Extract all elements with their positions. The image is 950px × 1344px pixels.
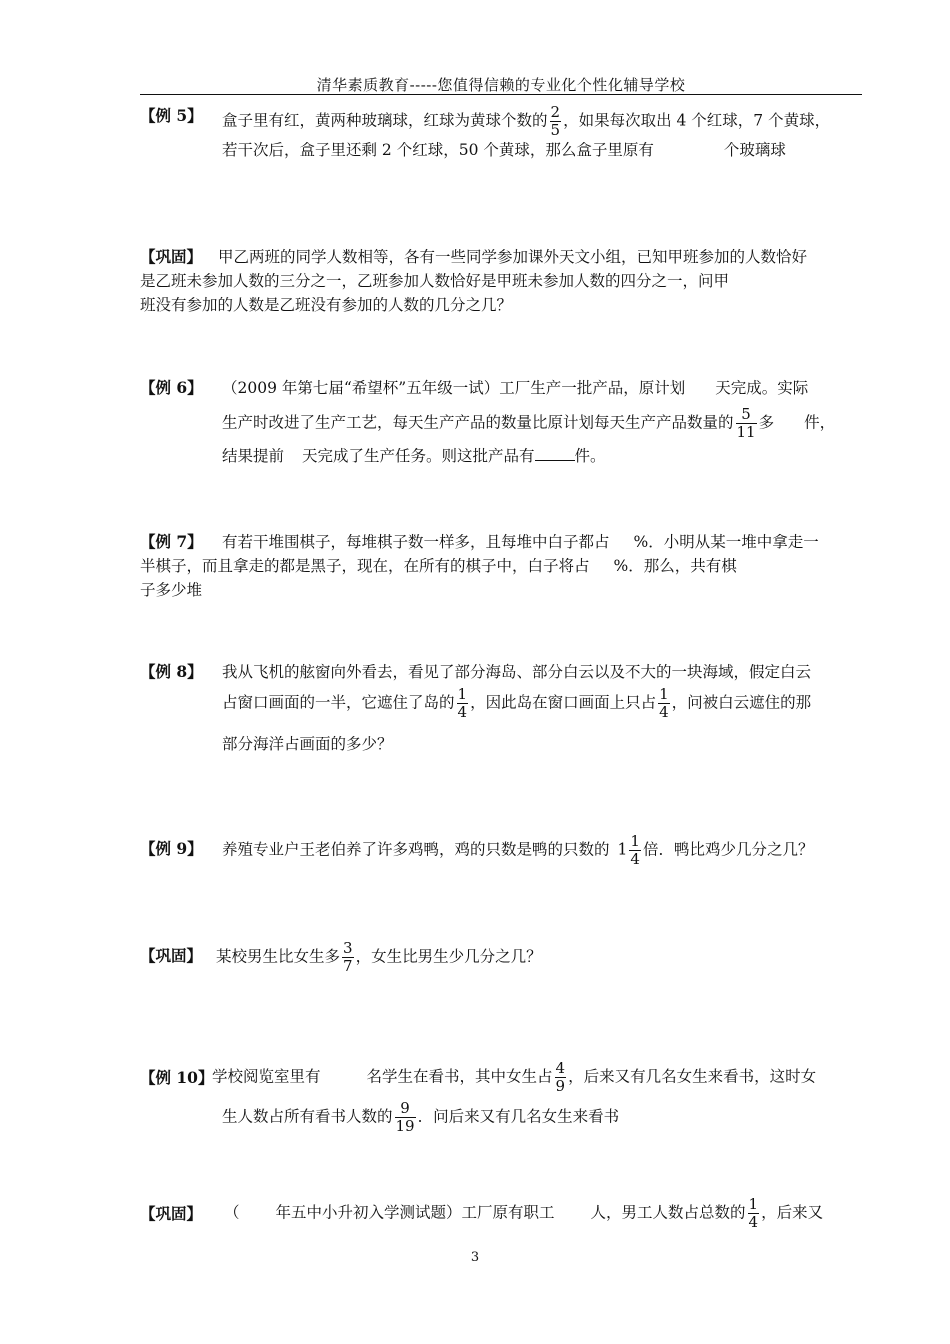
- text-segment: 件，: [804, 413, 836, 432]
- problem-tag: 【巩固】: [140, 247, 203, 266]
- problem-line: 是乙班未参加人数的三分之一，乙班参加人数恰好是甲班未参加人数的四分之一，问甲: [140, 272, 730, 290]
- text-segment: ．问后来又有几名女生来看书: [417, 1107, 620, 1126]
- denominator: 11: [736, 423, 756, 441]
- problem-line: [222, 104, 830, 139]
- text-segment: 倍．鸭比鸡少几分之几？: [642, 840, 814, 859]
- denominator: 4: [630, 850, 640, 868]
- text-segment: （2009 年第七届“希望杯”五年级一试）工厂生产一批产品，原计划: [222, 379, 686, 397]
- mixed-number-whole: 1: [617, 840, 628, 859]
- text-segment: 某校男生比女生多: [216, 947, 341, 966]
- text-segment: 多: [758, 413, 775, 432]
- numerator: 9: [395, 1100, 416, 1118]
- problem-line: 我从飞机的舷窗向外看去，看见了部分海岛、部分白云以及不大的一块海域，假定白云: [222, 663, 812, 681]
- text-segment: 件。: [574, 447, 606, 465]
- header-divider: [140, 94, 862, 95]
- denominator: 4: [659, 703, 669, 721]
- fraction: [457, 686, 469, 721]
- numerator: 3: [343, 939, 353, 957]
- text-segment: 天完成了生产任务。则这批产品有: [302, 447, 535, 465]
- denominator: 19: [395, 1117, 415, 1135]
- problem-tag: 【例 8】: [140, 662, 203, 681]
- text-segment: 学校阅览室里有: [212, 1067, 321, 1086]
- problem-line: 甲乙两班的同学人数相等，各有一些同学参加课外天文小组，已知甲班参加的人数恰好: [218, 248, 808, 266]
- denominator: 4: [748, 1213, 759, 1231]
- problem-line: [224, 1196, 823, 1231]
- text-segment: ，后来又有几名女生来看书，这时女: [568, 1067, 817, 1086]
- problem-line: [222, 406, 835, 441]
- text-segment: 盒子里有红，黄两种玻璃球，红球为黄球个数的: [222, 111, 548, 130]
- fraction: [555, 1060, 567, 1095]
- text-segment: 半棋子，而且拿走的都是黑子，现在，在所有的棋子中，白子将占: [140, 557, 590, 575]
- problem-line: 部分海洋占画面的多少？: [222, 735, 393, 753]
- text-segment: 有若干堆围棋子，每堆棋子数一样多，且每堆中白子都占: [222, 533, 610, 551]
- text-segment: 若干次后，盒子里还剩 2 个红球，50 个黄球，那么盒子里原有: [222, 141, 654, 159]
- problem-line: [216, 940, 542, 975]
- text-segment: 名学生在看书，其中女生占: [366, 1067, 553, 1086]
- problem-tag: 【例 7】: [140, 532, 203, 551]
- numerator: 1: [659, 685, 669, 703]
- text-segment: 占窗口画面的一半，它遮住了岛的: [222, 693, 455, 712]
- problem-line: 子多少堆: [140, 581, 203, 599]
- numerator: 4: [555, 1059, 566, 1077]
- problem-line: [212, 1060, 816, 1095]
- fraction: [658, 686, 670, 721]
- problem-line: [222, 686, 811, 721]
- text-segment: ，女生比男生少几分之几？: [355, 947, 542, 966]
- numerator: 2: [550, 103, 561, 121]
- problem-tag: 【例 9】: [140, 839, 203, 858]
- text-segment: 生产时改进了生产工艺，每天生产产品的数量比原计划每天生产产品数量的: [222, 413, 734, 432]
- problem-line: [222, 444, 606, 468]
- fraction: [342, 940, 354, 975]
- text-segment: %．那么，共有棋: [613, 557, 737, 575]
- page-number: 3: [470, 1250, 480, 1265]
- denominator: 5: [550, 121, 561, 139]
- text-segment: ，因此岛在窗口画面上只占: [470, 693, 657, 712]
- text-segment: 结果提前: [222, 447, 285, 465]
- denominator: 4: [457, 703, 468, 721]
- page-header: 清华素质教育-----您值得信赖的专业化个性化辅导学校: [316, 76, 686, 94]
- problem-line: [222, 1100, 619, 1135]
- text-segment: 人，男工人数占总数的: [590, 1203, 746, 1222]
- problem-tag: 【例 10】: [140, 1068, 214, 1087]
- numerator: 1: [630, 832, 640, 850]
- numerator: 5: [736, 406, 757, 424]
- text-segment: 生人数占所有看书人数的: [222, 1107, 393, 1126]
- text-segment: 养殖专业户王老伯养了许多鸡鸭，鸡的只数是鸭的只数的: [222, 840, 610, 859]
- text-segment: ，如果每次取出 4 个红球，7 个黄球，: [563, 111, 831, 130]
- text-segment: 年五中小升初入学测试题）工厂原有职工: [275, 1203, 555, 1222]
- numerator: 1: [457, 685, 468, 703]
- denominator: 7: [343, 957, 353, 975]
- text-segment: %．小明从某一堆中拿走一: [633, 533, 819, 551]
- text-segment: 天完成。实际: [715, 379, 809, 397]
- problem-tag: 【例 5】: [140, 106, 203, 125]
- problem-line: [222, 530, 819, 554]
- problem-line: [222, 833, 813, 868]
- problem-tag: 【例 6】: [140, 378, 203, 397]
- fraction: [550, 104, 562, 139]
- text-segment: 个玻璃球: [723, 141, 786, 159]
- text-segment: ，后来又: [761, 1203, 824, 1222]
- problem-line: [222, 138, 786, 162]
- problem-line: 班没有参加的人数是乙班没有参加的人数的几分之几？: [140, 296, 513, 314]
- numerator: 1: [748, 1195, 759, 1213]
- fraction: [748, 1196, 760, 1231]
- fraction: [736, 406, 757, 441]
- fraction: [395, 1100, 416, 1135]
- denominator: 9: [555, 1077, 566, 1095]
- problem-line: [222, 376, 808, 400]
- problem-tag: 【巩固】: [140, 1204, 203, 1223]
- text-segment: （: [224, 1203, 240, 1222]
- answer-blank: [535, 446, 575, 461]
- problem-tag: 【巩固】: [140, 946, 203, 965]
- text-segment: ，问被白云遮住的那: [671, 693, 812, 712]
- problem-line: [140, 554, 737, 578]
- fraction: [629, 833, 641, 868]
